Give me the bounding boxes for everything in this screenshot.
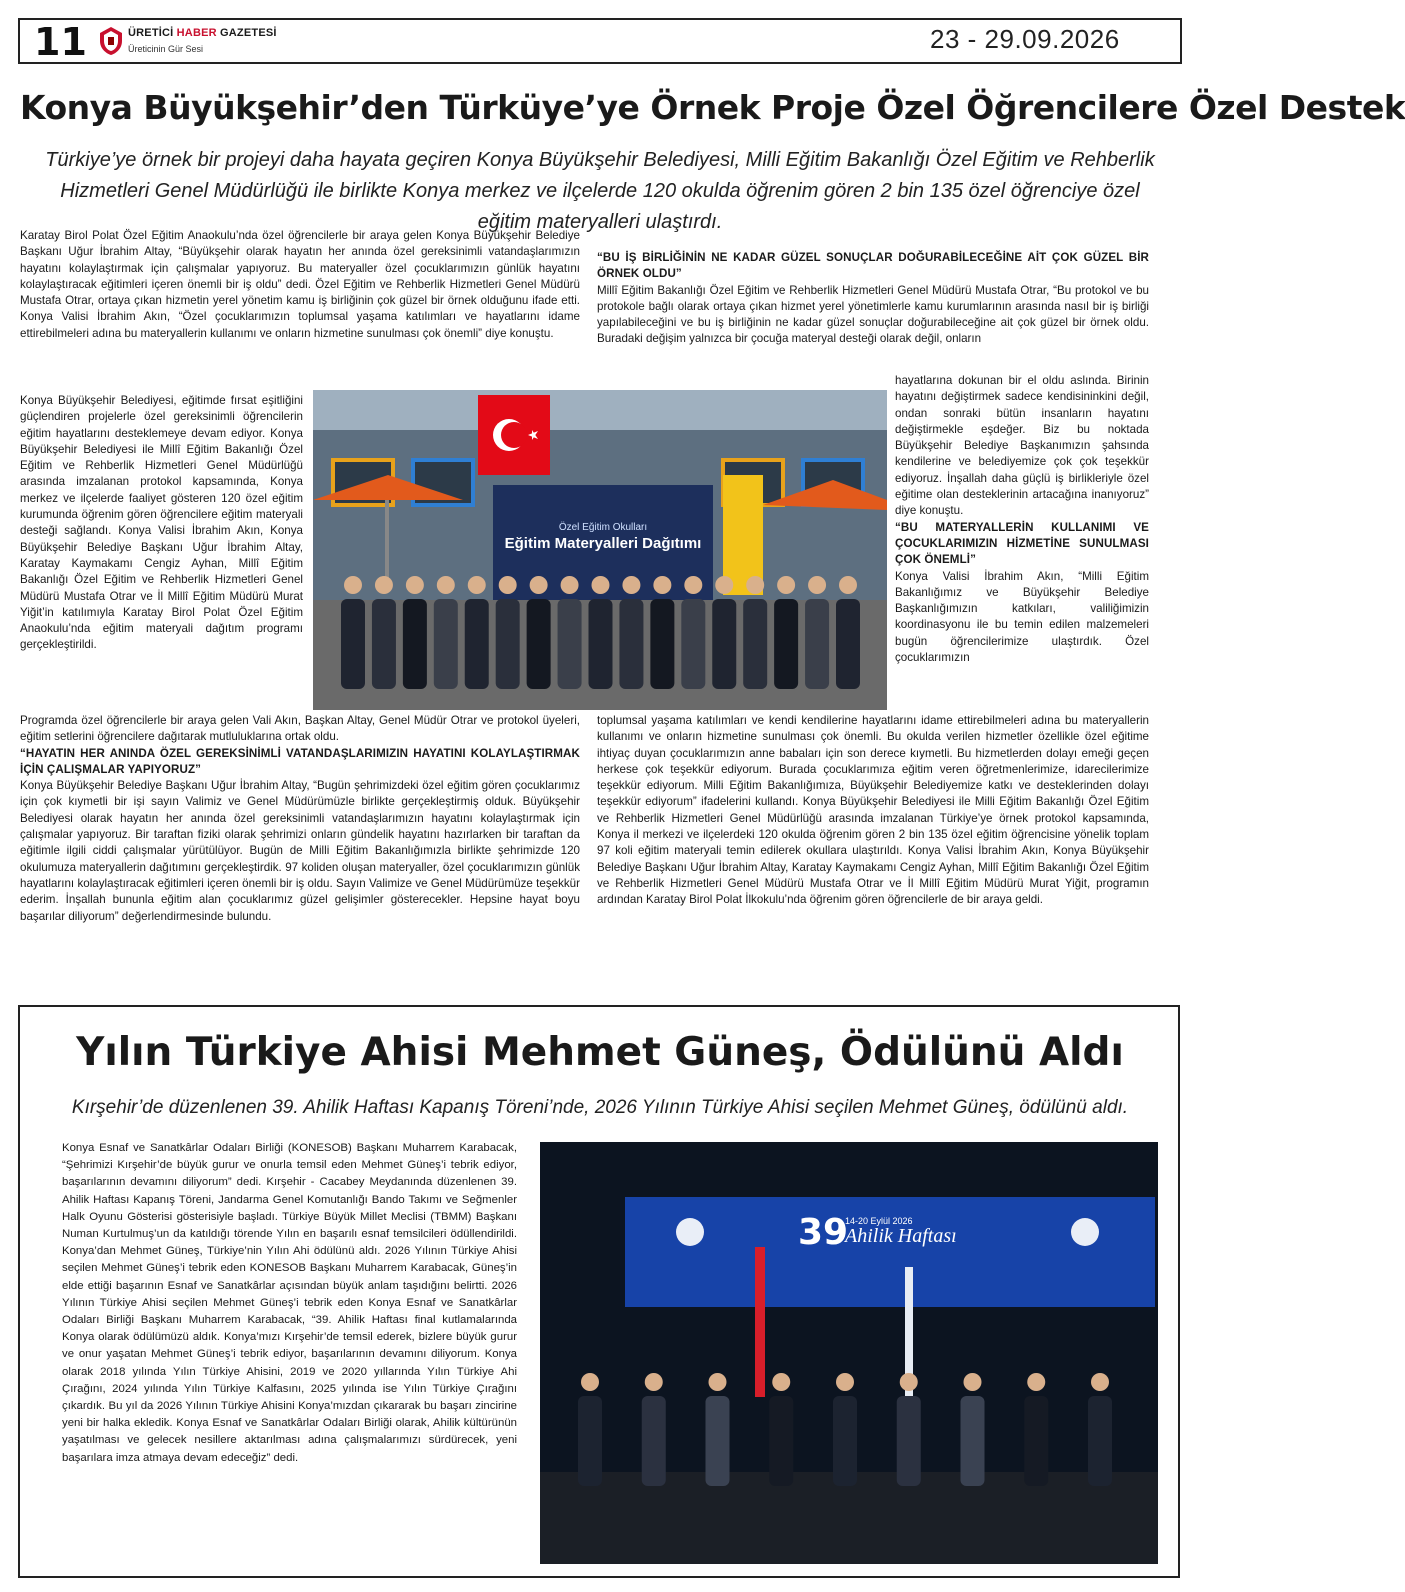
person-head bbox=[808, 576, 826, 594]
person-figure bbox=[712, 599, 736, 689]
person-figure bbox=[805, 599, 829, 689]
person-figure bbox=[836, 599, 860, 689]
person-figure bbox=[743, 599, 767, 689]
paragraph: Konya Büyükşehir Belediyesi, eğitimde fırsat eşitliğini güçlendiren projelerle özel gereksinimli öğrencilerin eğitim hayatlarını desteklemeye devam ediyor. Konya Büyükşehir Belediyesi ile Millî Eğitim Bakanlığı Özel Eğitim ve Rehberlik Hizmetleri Genel Müdürlüğü arasında imzalanan protokol kapsamında, Konya merkez ve ilçelerde faaliyet gösteren 120 özel eğitim kurumunda öğrenim gören öğrencilere eğitim materyali desteği sağlandı. Konya Valisi İbrahim Akın, Konya Büyükşehir Belediye Başkanı Uğur İbrahim Altay, Karatay Kaymakamı Cengiz Ayhan, Millî Eğitim Bakanlığı Özel Eğitim ve Rehberlik Hizmetleri Genel Müdürü Mustafa Otrar ve İl Millî Eğitim Müdürü Murat Yiğit’in katılımıyla Karatay Birol Polat Özel Eğitim Anaokulu’nda eğitim materyali dağıtım programı gerçekleştirildi. bbox=[20, 394, 303, 652]
paragraph: Karatay Birol Polat Özel Eğitim Anaokulu’nda özel öğrencilerle bir araya gelen Konya Büyükşehir Belediye Başkanı Uğur İbrahim Altay, “Büyükşehir olarak hayatın her anında özel gereksinimli vatandaşlarımızın hayatını kolaylaştırmak için çalışmalar yapıyoruz. Bu materyaller özel çocuklarımızın günlük hayatını kolaylaştıracak eğitimleri içeren önemli bir iş oldu” dedi. Özel Eğitim ve Rehberlik Hizmetleri Genel Müdürü Mustafa Otrar, ortaya çıkan hizmetin yerel yönetim kamu iş birliğinin çok güzel bir örnek olduğunu ifade etti. Konya Valisi İbrahim Akın, “Özel çocuklarımızın toplumsal yaşama katılımları ve hayatlarını idame ettirebilmeleri adına bu materyallerin kullanımı ve onların hizmetine sunulması çok önemli” diye konuştu. bbox=[20, 229, 580, 340]
person-head bbox=[344, 576, 362, 594]
person-head bbox=[375, 576, 393, 594]
newspaper-name-part: ÜRETİCİ bbox=[128, 27, 177, 39]
subheading: “BU İŞ BİRLİĞİNİN NE KADAR GÜZEL SONUÇLAR DOĞURABİLECEĞİNE AİT ÇOK GÜZEL BİR ÖRNEK OLDU” bbox=[597, 251, 1149, 281]
person-head bbox=[622, 576, 640, 594]
person-figure bbox=[434, 599, 458, 689]
person-figure bbox=[465, 599, 489, 689]
banner-line2: Eğitim Materyalleri Dağıtımı bbox=[504, 535, 702, 552]
article1-col-left-narrow bbox=[20, 393, 303, 654]
paragraph: Konya Valisi İbrahim Akın, “Milli Eğitim Bakanlığımız ve Büyükşehir Belediye Başkanlığımızın katkıları, valiliğimizin koordinasyonu ile bu temin edilen malzemeleri bugün öğrencilerimize ulaştırdık. Özel çocuklarımızın bbox=[895, 569, 1149, 665]
article2-photo bbox=[540, 1142, 1158, 1564]
issue-date: 23 - 29.09.2026 bbox=[930, 24, 1120, 54]
paragraph: Programda özel öğrencilerle bir araya gelen Vali Akın, Başkan Altay, Genel Müdür Otrar ve protokol üyeleri, eğitim setlerini öğrencilere dağıtarak mutluluklarına ortak oldu. bbox=[20, 714, 580, 744]
article1-col-right-narrow bbox=[895, 373, 1149, 666]
person-figure bbox=[589, 599, 613, 689]
article1-col-right-bottom bbox=[597, 713, 1149, 909]
person-head bbox=[836, 1373, 854, 1391]
person-figure bbox=[769, 1396, 793, 1486]
person-head bbox=[653, 576, 671, 594]
person-head bbox=[581, 1373, 599, 1391]
paragraph: Millî Eğitim Bakanlığı Özel Eğitim ve Rehberlik Hizmetleri Genel Müdürü Mustafa Otrar, “Bu protokol ve bu protokole bağlı olarak ortaya çıkan hizmet yerel yönetimlerle kamu kurumlarının arasında nasıl bir iş birliği yapılabileceğini ve bu iş birliğinin ne kadar güzel sonuçlar doğurabileceğine ait çok güzel bir örnek oldu. Buradaki değişim yalnızca bir çocuğa materyal desteği olarak değil, onların bbox=[597, 283, 1149, 346]
person-figure bbox=[706, 1396, 730, 1486]
person-head bbox=[1027, 1373, 1045, 1391]
page-number: 11 bbox=[34, 20, 87, 64]
article1-lede: Türkiye’ye örnek bir projeyi daha hayata geçiren Konya Büyükşehir Belediyesi, Milli Eğitim Bakanlığı Özel Eğitim ve Rehberlik Hizmetleri Genel Müdürlüğü ile birlikte Konya merkez ve ilçelerde 120 okulda öğrenim gören 2 bin 135 özel öğrenciye özel eğitim materyalleri ulaştırdı. bbox=[45, 149, 1155, 233]
people-group bbox=[341, 576, 860, 689]
person-head bbox=[839, 576, 857, 594]
person-head bbox=[499, 576, 517, 594]
person-head bbox=[684, 576, 702, 594]
person-figure bbox=[578, 1396, 602, 1486]
person-head bbox=[900, 1373, 918, 1391]
person-figure bbox=[897, 1396, 921, 1486]
ceremony-photo-illustration bbox=[313, 390, 887, 710]
banner-title: Ahilik Haftası bbox=[845, 1225, 957, 1247]
person-figure bbox=[1088, 1396, 1112, 1486]
person-head bbox=[406, 576, 424, 594]
article2-headline: Yılın Türkiye Ahisi Mehmet Güneş, Ödülünü Aldı bbox=[76, 1030, 1124, 1075]
article1-col-left-bottom bbox=[20, 713, 580, 925]
person-figure bbox=[527, 599, 551, 689]
person-figure bbox=[642, 1396, 666, 1486]
person-head bbox=[709, 1373, 727, 1391]
award-photo-illustration bbox=[540, 1142, 1158, 1564]
article1-col-right-top bbox=[597, 250, 1149, 348]
newspaper-slogan: Üreticinin Gür Sesi bbox=[128, 44, 204, 54]
article2-body bbox=[62, 1140, 517, 1467]
subheading: “BU MATERYALLERİN KULLANIMI VE ÇOCUKLARIMIZIN HİZMETİNE SUNULMASI ÇOK ÖNEMLİ” bbox=[895, 520, 1149, 567]
person-head bbox=[645, 1373, 663, 1391]
person-head bbox=[964, 1373, 982, 1391]
person-figure bbox=[619, 599, 643, 689]
person-head bbox=[561, 576, 579, 594]
banner-number: 39 bbox=[798, 1212, 849, 1253]
person-head bbox=[437, 576, 455, 594]
person-figure bbox=[403, 599, 427, 689]
article1-col-left-top bbox=[20, 228, 580, 342]
person-figure bbox=[961, 1396, 985, 1486]
person-figure bbox=[372, 599, 396, 689]
person-head bbox=[715, 576, 733, 594]
paragraph: hayatlarına dokunan bir el oldu aslında. Birinin hayatını değiştirmek sadece kendisininkini değil, ondan sonraki bütün insanların hayatını değiştirmekle eşdeğer. Biz bu noktada Büyükşehir Belediye Başkanımızın şahsında kendilerine ve belediyemize çok çok teşekkür ediyoruz. İnşallah daha güçlü iş birlikleriyle özel eğitime olan desteklerinin artacağına inanıyoruz” diye konuştu. bbox=[895, 374, 1149, 518]
article2-lede: Kırşehir’de düzenlenen 39. Ahilik Haftası Kapanış Töreni’nde, 2026 Yılının Türkiye Ahisi seçilen Mehmet Güneş, ödülünü aldı. bbox=[71, 1097, 1129, 1118]
newspaper-logo-icon bbox=[98, 26, 124, 56]
subheading: “HAYATIN HER ANINDA ÖZEL GEREKSİNİMLİ VATANDAŞLARIMIZIN HAYATINI KOLAYLAŞTIRMAK İÇİN ÇALIŞMALAR YAPIYORUZ” bbox=[20, 746, 580, 776]
person-figure bbox=[1024, 1396, 1048, 1486]
newspaper-name-highlight: HABER bbox=[176, 27, 217, 39]
person-head bbox=[777, 576, 795, 594]
person-figure bbox=[496, 599, 520, 689]
banner-dates: 14-20 Eylül 2026 bbox=[845, 1216, 913, 1226]
person-head bbox=[468, 576, 486, 594]
newspaper-name bbox=[128, 27, 277, 39]
event-banner bbox=[625, 1197, 1155, 1307]
person-head bbox=[592, 576, 610, 594]
person-figure bbox=[833, 1396, 857, 1486]
person-figure bbox=[681, 599, 705, 689]
paragraph: toplumsal yaşama katılımları ve kendi kendilerine hayatlarını idame ettirebilmeleri adına bu materyallerin kullanımı ve onların hizmetine sunulması çok önemli. Bu okulda verilen hizmetler özellikle özel eğitime ihtiyaç duyan çocuklarımızın anne babaları için son derece kıymetli. Bu hizmetlerden dolayı emeği geçen herkese çok teşekkür ediyorum. Burada çocuklarımıza eğitim veren öğretmenlerimize, idarecilerimize teşekkür ediyorum. Milli Eğitim Bakanlığımıza, Büyükşehir Belediyemize katkı ve desteklerinden dolayı teşekkür ediyorum” ifadelerini kullandı. Konya Büyükşehir Belediyesi ile Milli Eğitim Bakanlığı Özel Eğitim ve Rehberlik Hizmetleri Genel Müdürlüğü arasında imzalanan Türkiye’ye örnek protokol kapsamında, Konya il merkezi ve ilçelerdeki 120 okulda öğrenim gören 2 bin 135 özel eğitim öğrencisine yönelik toplam 97 koli eğitim materyali temin edilerek okullara ulaştırıldı. Konya Valisi İbrahim Akın, Konya Büyükşehir Belediye Başkanı Uğur İbrahim Altay, Karatay Kaymakamı Cengiz Ayhan, Millî Eğitim Bakanlığı Özel Eğitim ve Rehberlik Hizmetleri Genel Müdürü Mustafa Otrar ve İl Millî Eğitim Müdürü Murat Yiğit, programın ardından Karatay Birol Polat İlkokulu’nda öğrenim gören öğrencilerle de bir araya geldi. bbox=[597, 714, 1149, 907]
newspaper-name-part: GAZETESİ bbox=[216, 27, 277, 39]
person-head bbox=[772, 1373, 790, 1391]
banner-line1: Özel Eğitim Okulları bbox=[558, 522, 648, 533]
paragraph: Konya Büyükşehir Belediye Başkanı Uğur İbrahim Altay, “Bugün şehrimizdeki özel eğitim gören çocuklarımız için çok kıymetli bir işi sayın Valimiz ve Genel Müdürümüzle birlikte gerçekleştirmiş olduk. Büyükşehir Belediyesi olarak hayatın her anında özel gereksinimli vatandaşlarımızın hayatını kolaylaştırmak için çalışmalar yapıyoruz. Bir taraftan fiziki olarak şehrimizi onların gündelik hayatını hazırlarken bir taraftan da eğitimle ilgili ciddi çalışmalar yürütülüyor. Bugün de Milli Eğitim Bakanlığımızla birlikte şehrimizde 120 okulumuza materyallerin dağıtımını gerçekleştirdik. 97 koliden oluşan materyaller, özel çocuklarımızın günlük hayatlarını kolaylaştıracak eğitimleri içeren önemli bir iş oldu. Sayın Valimize ve Genel Müdürümüze teşekkür ederim. İnşallah bununla eğitim alan çocuklarımız güzel gelişimler gösterecekler. Hepsine hayat boyu başarılar diliyorum” değerlendirmesinde bulundu. bbox=[20, 779, 580, 923]
paragraph: Konya Esnaf ve Sanatkârlar Odaları Birliği (KONESOB) Başkanı Muharrem Karabacak, “Şehrimizi Kırşehir’de büyük gurur ve onurla temsil eden Mehmet Güneş’i tebrik ediyor, başarılarının devamını diliyorum” dedi. Kırşehir - Cacabey Meydanında düzenlenen 39. Ahilik Haftası Kapanış Töreni, Jandarma Genel Komutanlığı Bando Takımı ve Seğmenler Halk Oyunu Gösterisi gösterisiyle başladı. Türkiye Büyük Millet Meclisi (TBMM) Başkanı Numan Kurtulmuş’un da katıldığı törende Yılın en başarılı esnaf temsilcileri ödüllendirildi. Konya’dan Mehmet Güneş, Türkiye’nin Yılın Ahi ödülünü aldı. 2026 Yılının Türkiye Ahisi seçilen Mehmet Güneş’i tebrik eden KONESOB Başkanı Muharrem Karabacak, Güneş’in elde ettiği başarının Esnaf ve Sanatkârlar açısından büyük anlam taşıdığını belirtti. 2026 Yılının Türkiye Ahisi seçilen Mehmet Güneş’i tebrik eden Konya Esnaf ve Sanatkârlar Odaları Birliği Başkanı Muharrem Karabacak, “39. Ahilik Haftası final kutlamalarında Konya olarak ödülümüzü aldık. Konya’mızı Kırşehir’de temsil ederek, bizlere büyük gurur ve onur yaşatan Mehmet Güneş’i tebrik ediyor, başarılarının devamını diliyorum. Konya olarak 2018 yılında Yılın Türkiye Ahisini, 2019 ve 2020 yıllarında Yılın Türkiye Ahi Çırağını, 2024 yılında Yılın Türkiye Kalfasını, 2025 yılında ise Yılın Türkiye Çırağını çıkardık. Bu yıl da 2026 Yılının Türkiye Ahisini Konya’mızdan çıkararak bu başarı zincirine yeni bir halka ekledik. Konya Esnaf ve Sanatkârlar Odaları Birliği olarak, Ahilik kültürünün yaşatılması ve gelecek nesillere aktarılması adına çalışmalarımızı sürdürecek, yeni başarılara imza atmaya devam edeceğiz” dedi. bbox=[62, 1142, 517, 1464]
person-head bbox=[530, 576, 548, 594]
person-figure bbox=[650, 599, 674, 689]
article1-headline: Konya Büyükşehir’den Türküye’ye Örnek Proje Özel Öğrencilere Özel Destek bbox=[20, 88, 1405, 127]
person-head bbox=[746, 576, 764, 594]
person-figure bbox=[341, 599, 365, 689]
person-head bbox=[1091, 1373, 1109, 1391]
article1-photo bbox=[313, 390, 887, 710]
person-figure bbox=[774, 599, 798, 689]
person-figure bbox=[558, 599, 582, 689]
